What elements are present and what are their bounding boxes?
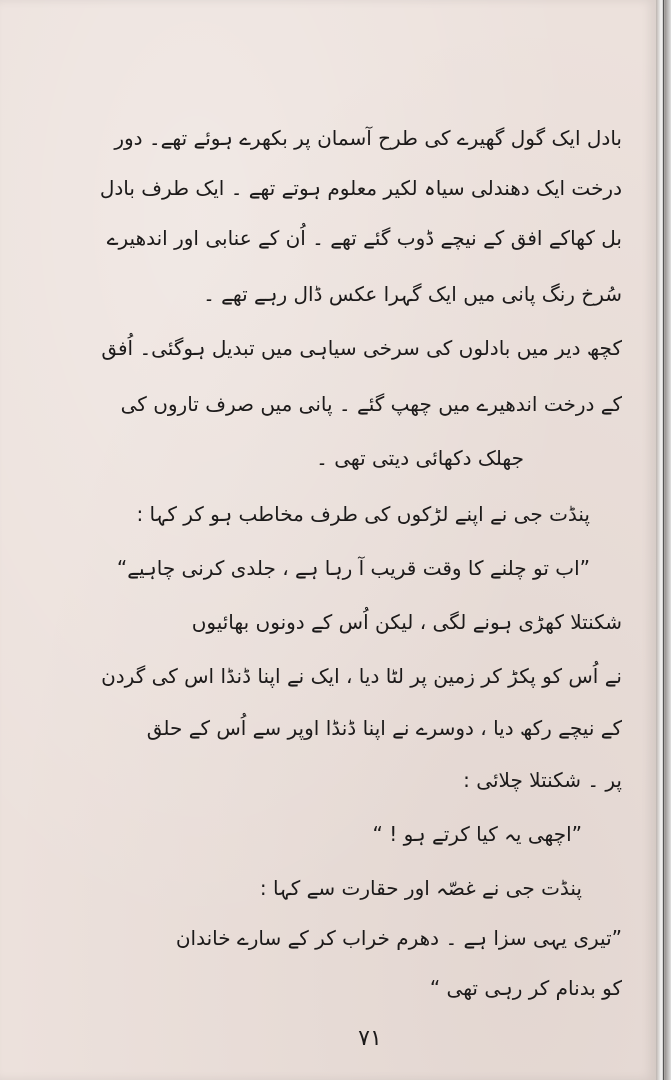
text-line: کے درخت اندھیرے میں چھپ گئے ۔ پانی میں صرف تاروں کی <box>120 392 622 416</box>
text-line: پر ۔ شکنتلا چلائی : <box>463 768 622 792</box>
text-line: درخت ایک دھندلی سیاہ لکیر معلوم ہوتے تھے ۔ ایک طرف بادل <box>99 176 622 200</box>
text-line: ”اب تو چلنے کا وقت قریب آ رہا ہے ، جلدی کرنی چاہیے“ <box>116 556 590 580</box>
text-line: بل کھاکے افق کے نیچے ڈوب گئے تھے ۔ اُن کے عنابی اور اندھیرے <box>106 226 622 250</box>
text-line: ”تیری یہی سزا ہے ۔ دھرم خراب کر کے سارے خاندان <box>175 926 622 950</box>
text-line: نے اُس کو پکڑ کر زمین پر لٹا دیا ، ایک نے اپنا ڈنڈا اس کی گردن <box>101 664 622 688</box>
body-text <box>92 118 622 1018</box>
text-line: شکنتلا کھڑی ہونے لگی ، لیکن اُس کے دونوں بھائیوں <box>191 610 622 634</box>
text-line: پنڈت جی نے اپنے لڑکوں کی طرف مخاطب ہو کر کہا : <box>136 502 590 526</box>
text-line: کچھ دیر میں بادلوں کی سرخی سیاہی میں تبدیل ہوگئی۔ اُفق <box>101 336 622 360</box>
text-line: جھلک دکھائی دیتی تھی ۔ <box>316 446 524 470</box>
text-line: سُرخ رنگ پانی میں ایک گہرا عکس ڈال رہے تھے ۔ <box>203 282 622 306</box>
page-number: ۷۱ <box>358 1026 382 1051</box>
text-line: ”اچھی یہ کیا کرتے ہو ! “ <box>372 822 582 846</box>
text-line: پنڈت جی نے غصّہ اور حقارت سے کہا : <box>259 876 582 900</box>
text-line: کو بدنام کر رہی تھی “ <box>429 976 622 1000</box>
text-line: کے نیچے رکھ دیا ، دوسرے نے اپنا ڈنڈا اوپر سے اُس کے حلق <box>146 716 622 740</box>
page-edge <box>656 0 671 1080</box>
text-line: بادل ایک گول گھیرے کی طرح آسمان پر بکھرے ہوئے تھے۔ دور <box>114 126 622 150</box>
